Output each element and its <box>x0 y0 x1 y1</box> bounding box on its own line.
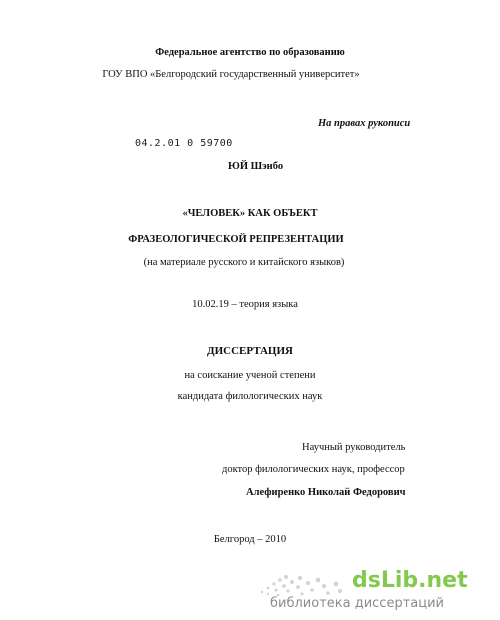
city-year: Белгород – 2010 <box>213 534 287 545</box>
title-subtitle: (на материале русского и китайского языков) <box>143 257 345 268</box>
document-type: ДИССЕРТАЦИЯ <box>207 345 293 357</box>
agency-heading: Федеральное агентство по образованию <box>155 47 345 58</box>
manuscript-note: На правах рукописи <box>318 118 411 129</box>
author-name: ЮЙ Шэнбо <box>228 161 284 172</box>
dslib-watermark <box>252 566 468 616</box>
purpose-line-2: кандидата филологических наук <box>177 391 323 402</box>
supervisor-name: Алефиренко Николай Федорович <box>246 487 406 498</box>
supervisor-label: Научный руководитель <box>302 442 406 453</box>
dslib-logo-icon <box>252 568 348 598</box>
title-line-2: ФРАЗЕОЛОГИЧЕСКОЙ РЕПРЕЗЕНТАЦИИ <box>128 234 344 245</box>
specialty-code: 10.02.19 – теория языка <box>192 299 298 310</box>
registry-code: 04.2.01 0 59700 <box>135 138 233 149</box>
title-line-1: «ЧЕЛОВЕК» КАК ОБЪЕКТ <box>182 208 318 219</box>
purpose-line-1: на соискание ученой степени <box>184 370 316 381</box>
dslib-caption: библиотека диссертаций <box>270 596 444 611</box>
supervisor-degree: доктор филологических наук, профессор <box>222 464 405 475</box>
university-name: ГОУ ВПО «Белгородский государственный университет» <box>102 69 360 80</box>
dslib-brand: dsLib.net <box>352 568 468 593</box>
